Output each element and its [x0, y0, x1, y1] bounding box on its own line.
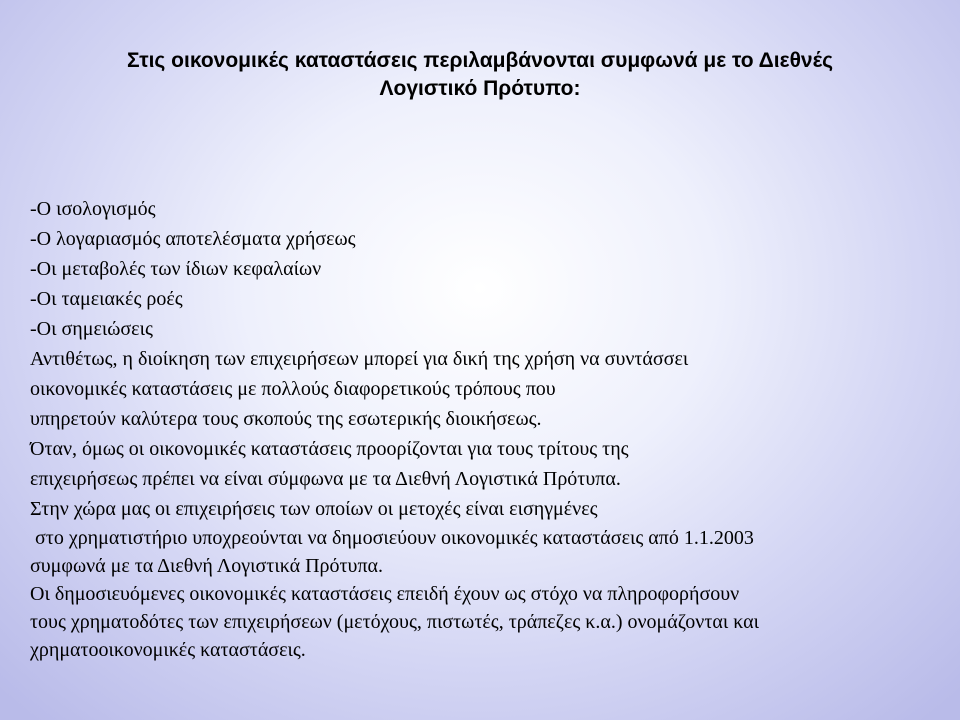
paragraph-3-line-3: συμφωνά με τα Διεθνή Λογιστικά Πρότυπα.	[30, 555, 384, 577]
paragraph-3-line-2: στο χρηματιστήριο υποχρεούνται να δημοσιεύουν οικονομικές καταστάσεις από 1.1.2003	[35, 527, 754, 549]
paragraph-1-line-2: οικονομικές καταστάσεις με πολλούς διαφορετικούς τρόπους που	[30, 378, 556, 400]
paragraph-3-line-1: Στην χώρα μας οι επιχειρήσεις των οποίων οι μετοχές είναι εισηγμένες	[30, 498, 598, 520]
list-item-income-statement: -Ο λογαριασμός αποτελέσματα χρήσεως	[30, 228, 356, 250]
paragraph-1-line-1: Αντιθέτως, η διοίκηση των επιχειρήσεων μπορεί για δική της χρήση να συντάσσει	[30, 348, 689, 370]
paragraph-4-line-1: Οι δημοσιευόμενες οικονομικές καταστάσεις επειδή έχουν ως στόχο να πληροφορήσουν	[30, 583, 740, 605]
list-item-notes: -Οι σημειώσεις	[30, 318, 153, 340]
list-item-cash-flows: -Οι ταμειακές ροές	[30, 288, 183, 310]
slide-title	[0, 47, 960, 103]
title-line-1: Στις οικονομικές καταστάσεις περιλαμβάνονται συμφωνά με το Διεθνές	[126, 49, 834, 72]
list-item-equity-changes: -Οι μεταβολές των ίδιων κεφαλαίων	[30, 258, 322, 280]
title-line-2: Λογιστικό Πρότυπο:	[379, 77, 581, 100]
paragraph-2-line-1: Όταν, όμως οι οικονομικές καταστάσεις προορίζονται για τους τρίτους της	[30, 438, 629, 460]
paragraph-4-line-2: τους χρηματοδότες των επιχειρήσεων (μετόχους, πιστωτές, τράπεζες κ.α.) ονομάζονται και	[30, 611, 759, 633]
list-item-balance-sheet: -Ο ισολογισμός	[30, 198, 156, 220]
paragraph-1-line-3: υπηρετούν καλύτερα τους σκοπούς της εσωτερικής διοικήσεως.	[30, 408, 542, 430]
paragraph-4-line-3: χρηματοοικονομικές καταστάσεις.	[30, 639, 306, 661]
paragraph-2-line-2: επιχειρήσεως πρέπει να είναι σύμφωνα με τα Διεθνή Λογιστικά Πρότυπα.	[30, 468, 621, 490]
slide-body	[30, 194, 950, 664]
